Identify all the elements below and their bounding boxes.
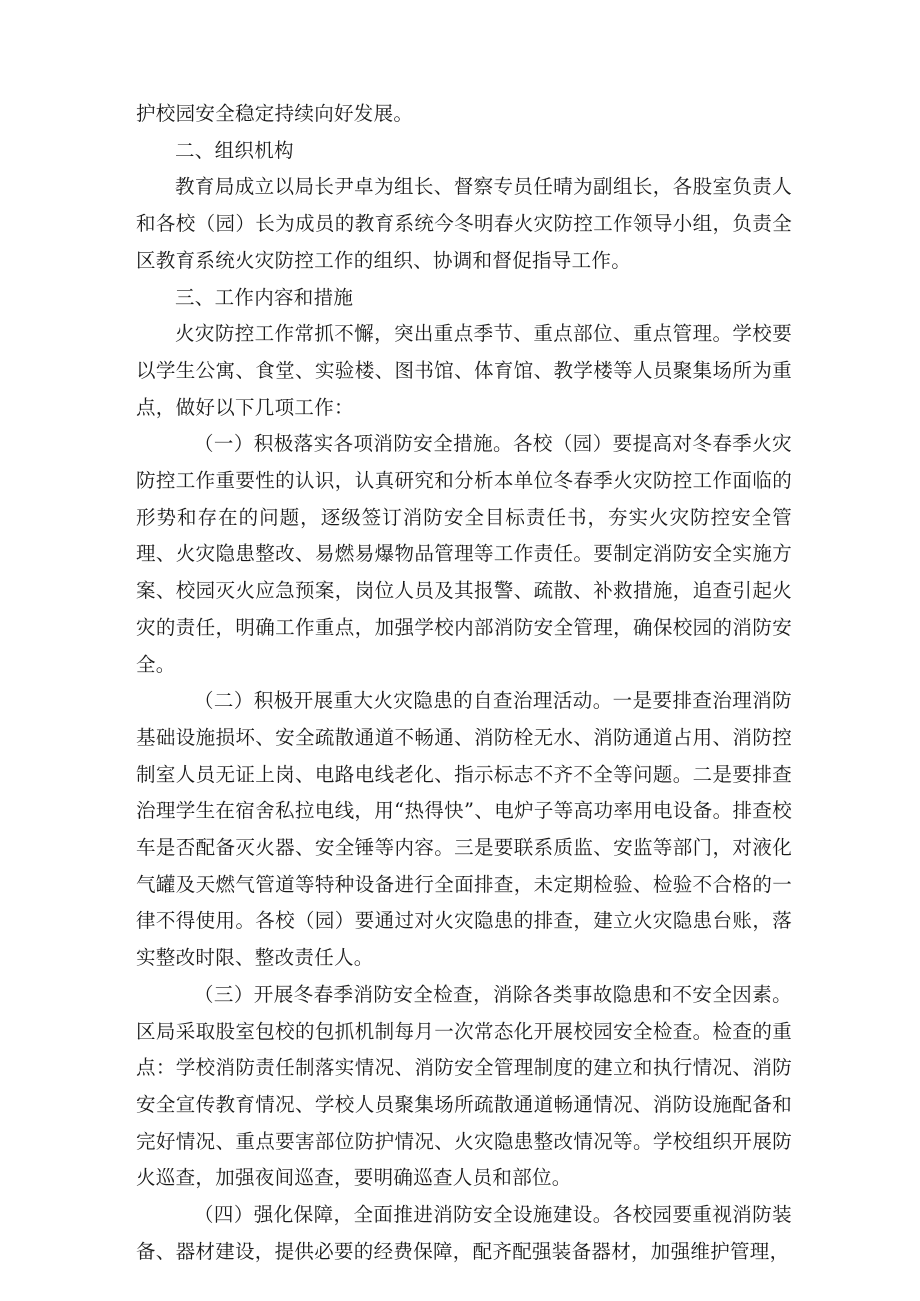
paragraph-continuation: 护校园安全稳定持续向好发展。 [136,102,414,125]
section-heading-measures: 三、工作内容和措施 [175,285,354,309]
paragraph-measure-2: （二）积极开展重大火灾隐患的自查治理活动。一是要排查治理消防基础设施损坏、安全疏散通道不畅通、消防栓无水、消防通道占用、消防控制室人员无证上岗、电路电线老化、指示标志不齐不全等问题。二是要排查治理学生在宿舍私拉电线，用“热得快”、电炉子等高功率用电设备。排查校车是否配备灭火器、安全锤等内容。三是要联系质监、安监等部门，对液化气罐及天燃气管道等特种设备进行全面排查，未定期检验、检验不合格的一律不得使用。各校（园）要通过对火灾隐患的排查，建立火灾隐患台账，落实整改时限、整改责任人。 [136,689,792,970]
paragraph-measure-4: （四）强化保障，全面推进消防安全设施建设。各校园要重视消防装备、器材建设，提供必要的经费保障，配齐配强装备器材，加强维护管理， [136,1203,792,1263]
section-heading-organization: 二、组织机构 [175,138,294,162]
paragraph-measure-3: （三）开展冬春季消防安全检查，消除各类事故隐患和不安全因素。区局采取股室包校的包抓机制每月一次常态化开展校园安全检查。检查的重点：学校消防责任制落实情况、消防安全管理制度的建立和执行情况、消防安全宣传教育情况、学校人员聚集场所疏散通道畅通情况、消防设施配备和完好情况、重点要害部位防护情况、火灾隐患整改情况等。学校组织开展防火巡查，加强夜间巡查，要明确巡查人员和部位。 [136,982,792,1190]
document-page [136,96,792,1271]
paragraph-measures-intro: 火灾防控工作常抓不懈，突出重点季节、重点部位、重点管理。学校要以学生公寓、食堂、实验楼、图书馆、体育馆、教学楼等人员聚集场所为重点，做好以下几项工作： [136,322,792,419]
paragraph-organization: 教育局成立以局长尹卓为组长、督察专员任晴为副组长，各股室负责人和各校（园）长为成员的教育系统今冬明春火灾防控工作领导小组，负责全区教育系统火灾防控工作的组织、协调和督促指导工作。 [136,175,792,272]
paragraph-measure-1: （一）积极落实各项消防安全措施。各校（园）要提高对冬春季火灾防控工作重要性的认识，认真研究和分析本单位冬春季火灾防控工作面临的形势和存在的问题，逐级签订消防安全目标责任书，夯实火灾防控安全管理、火灾隐患整改、易燃易爆物品管理等工作责任。要制定消防安全实施方案、校园灭火应急预案，岗位人员及其报警、疏散、补救措施，追查引起火灾的责任，明确工作重点，加强学校内部消防安全管理，确保校园的消防安全。 [136,432,792,676]
